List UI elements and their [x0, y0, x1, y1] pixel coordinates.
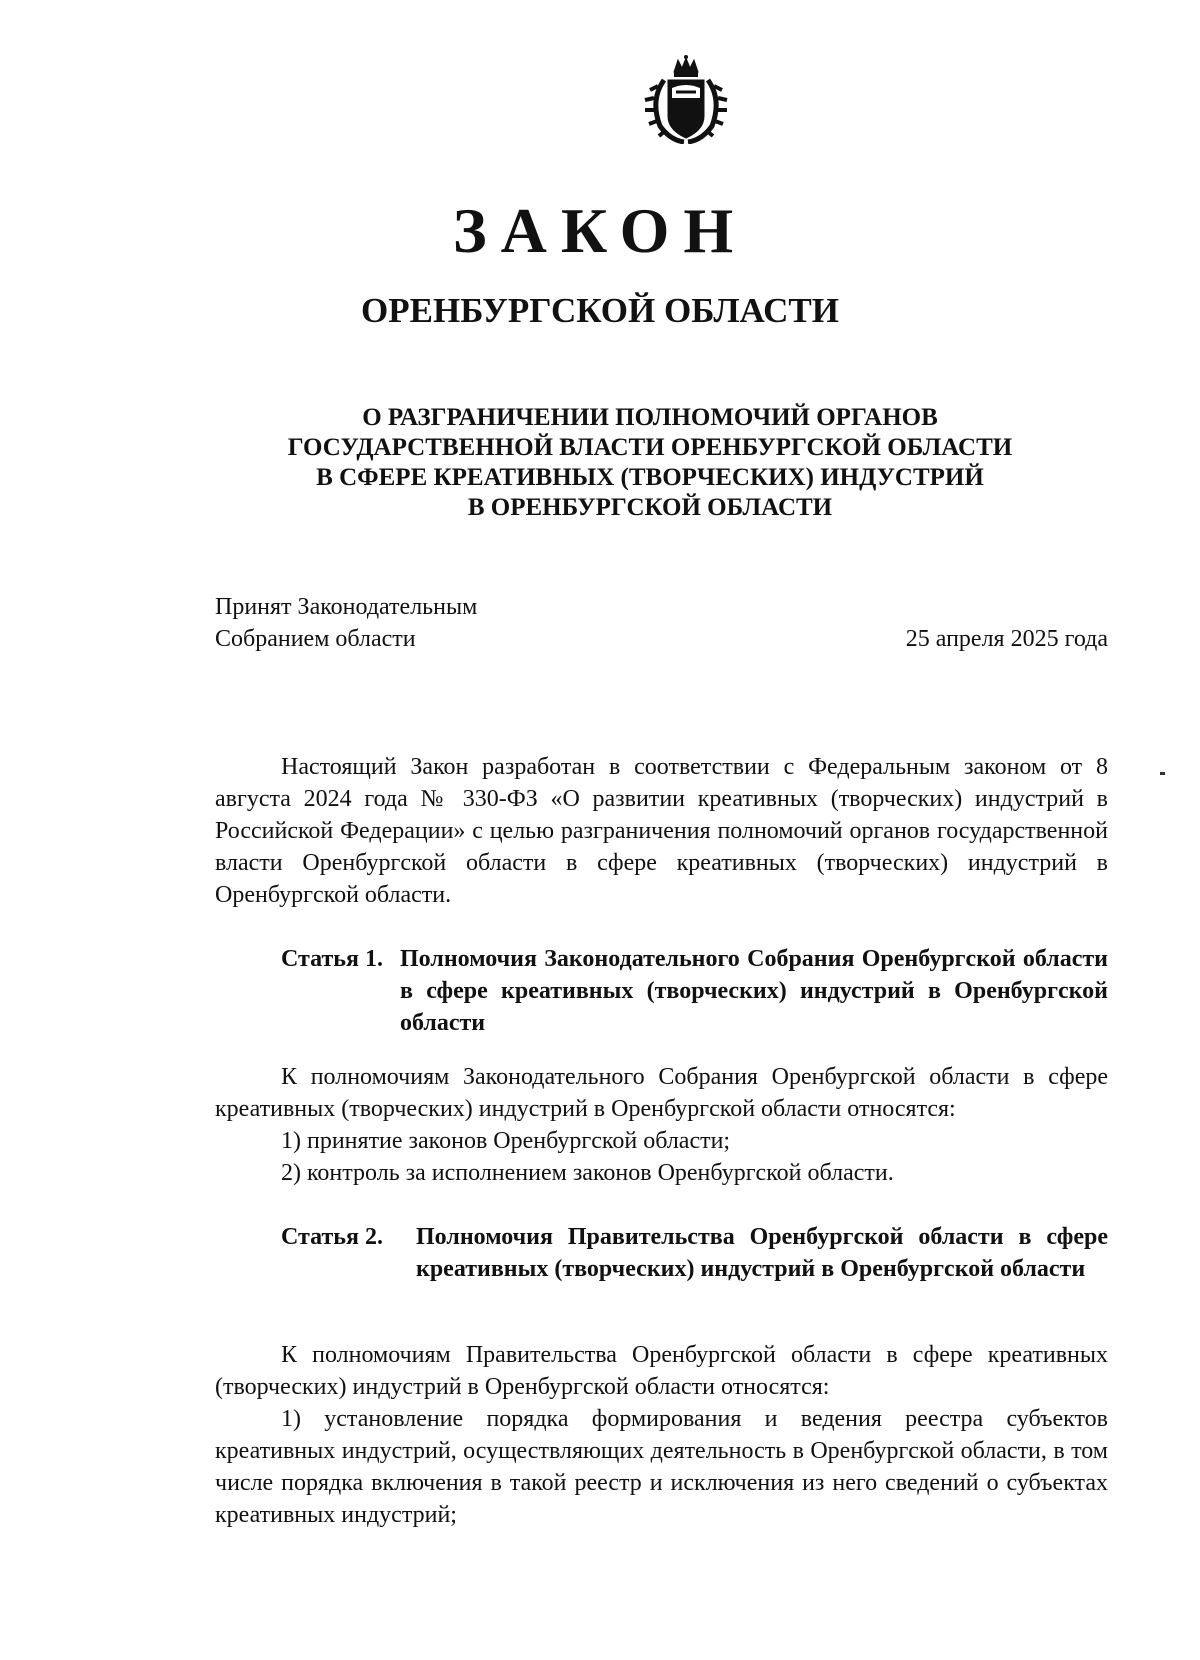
adoption-line: Принят Законодательным: [215, 594, 478, 620]
article-1-item: 1) принятие законов Оренбургской области;: [281, 1128, 731, 1154]
article-1-intro: К полномочиям Законодательного Собрания Оренбургской области в сфере креативных (творческих) индустрий в Оренбургской области относятся:: [215, 1064, 1108, 1122]
article-2-heading: Полномочия Правительства Оренбургской области в сфере креативных (творческих) индустрий в Оренбургской области: [416, 1224, 1108, 1282]
article-1-label: Статья 1.: [281, 946, 383, 972]
law-name-line: О РАЗГРАНИЧЕНИИ ПОЛНОМОЧИЙ ОРГАНОВ: [362, 404, 938, 431]
adoption-line: Собранием области: [215, 626, 416, 652]
law-name-line: В СФЕРЕ КРЕАТИВНЫХ (ТВОРЧЕСКИХ) ИНДУСТРИЙ: [316, 464, 984, 491]
document-region: ОРЕНБУРГСКОЙ ОБЛАСТИ: [361, 291, 839, 330]
margin-mark: [1160, 772, 1165, 775]
article-1-item: 2) контроль за исполнением законов Оренбургской области.: [281, 1160, 894, 1186]
law-name-line: ГОСУДАРСТВЕННОЙ ВЛАСТИ ОРЕНБУРГСКОЙ ОБЛАСТИ: [287, 434, 1013, 461]
article-2-item: 1) установление порядка формирования и ведения реестра субъектов креативных индустрий, осуществляющих деятельность в Оренбургской области, в том числе порядка включения в такой реестр и исключения из него сведений о субъектах креативных индустрий;: [215, 1406, 1108, 1528]
adoption-note: [215, 591, 477, 655]
article-1-title: [281, 943, 1108, 1039]
document-title: ЗАКОН: [452, 195, 748, 266]
article-2-label: Статья 2.: [281, 1224, 383, 1250]
article-2-title: [281, 1221, 1108, 1317]
article-2-intro: К полномочиям Правительства Оренбургской области в сфере креативных (творческих) индустрий в Оренбургской области относятся:: [215, 1342, 1108, 1400]
law-name: [230, 403, 1070, 523]
preamble-paragraph: Настоящий Закон разработан в соответствии с Федеральным законом от 8 августа 2024 года № 330-ФЗ «О развитии креативных (творческих) индустрий в Российской Федерации» с целью разграничения полномочий органов государственной власти Оренбургской области в сфере креативных (творческих) индустрий в Оренбургской области.: [215, 754, 1108, 908]
law-name-line: В ОРЕНБУРГСКОЙ ОБЛАСТИ: [467, 494, 833, 521]
article-1-heading: Полномочия Законодательного Собрания Оренбургской области в сфере креативных (творческих) индустрий в Оренбургской области: [400, 946, 1108, 1036]
coat-of-arms-emblem: [638, 54, 734, 144]
adoption-date: 25 апреля 2025 года: [905, 626, 1108, 652]
